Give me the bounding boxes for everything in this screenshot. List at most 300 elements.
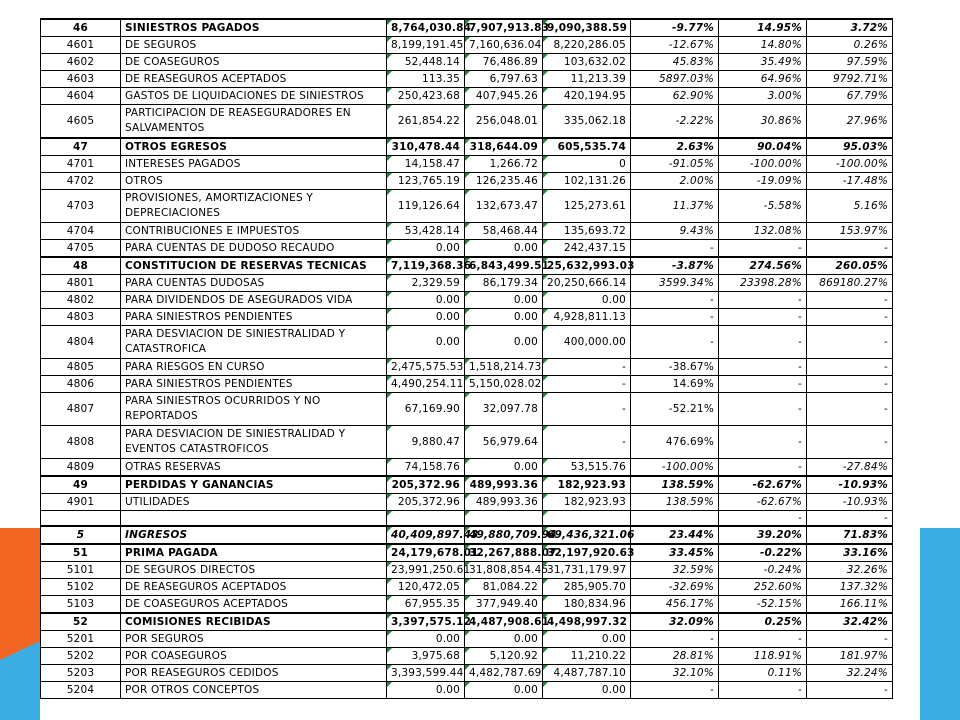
account-code-cell: 5101 [41,561,121,578]
variation-1-cell: 33.45% [631,544,719,562]
variation-1-cell: - [631,308,719,325]
value-2-cell: 86,179.34 [465,274,543,291]
value-3-cell: 32,197,920.63 [543,544,631,562]
account-code-cell: 47 [41,138,121,156]
table-row [41,476,893,494]
variation-2-cell: - [719,291,807,308]
variation-2-cell: 132.08% [719,222,807,239]
account-code-cell: 4702 [41,172,121,189]
value-2-cell: 1,266.72 [465,155,543,172]
table-row [41,647,893,664]
description-cell: PARA DESVIACION DE SINIESTRALIDAD Y EVENTOS CATASTROFICOS [121,425,387,458]
variation-3-cell: - [807,358,893,375]
variation-3-cell: - [807,308,893,325]
variation-1-cell: - [631,681,719,698]
value-2-cell: 489,993.36 [465,476,543,494]
value-1-cell: 4,490,254.11 [387,375,465,392]
value-1-cell: 123,765.19 [387,172,465,189]
table-row [41,37,893,54]
value-1-cell: 261,854.22 [387,105,465,138]
variation-1-cell: -3.87% [631,257,719,275]
variation-2-cell: - [719,681,807,698]
table-row [41,561,893,578]
variation-1-cell: 3599.34% [631,274,719,291]
value-1-cell: 74,158.76 [387,458,465,476]
variation-1-cell: -52.21% [631,392,719,425]
variation-2-cell: 14.80% [719,37,807,54]
variation-2-cell: 35.49% [719,54,807,71]
value-2-cell: 0.00 [465,458,543,476]
value-1-cell [387,510,465,526]
variation-3-cell: 260.05% [807,257,893,275]
variation-1-cell: 14.69% [631,375,719,392]
description-cell: PARA CUENTAS DUDOSAS [121,274,387,291]
variation-1-cell: 2.63% [631,138,719,156]
value-1-cell: 67,955.35 [387,595,465,613]
value-1-cell: 205,372.96 [387,493,465,510]
value-1-cell: 7,119,368.36 [387,257,465,275]
value-2-cell: 4,482,787.69 [465,664,543,681]
description-cell: DE COASEGUROS [121,54,387,71]
account-code-cell: 48 [41,257,121,275]
variation-3-cell: 27.96% [807,105,893,138]
value-2-cell: 76,486.89 [465,54,543,71]
description-cell: DE SEGUROS [121,37,387,54]
description-cell: CONSTITUCION DE RESERVAS TECNICAS [121,257,387,275]
value-2-cell: 0.00 [465,325,543,358]
value-2-cell: 7,160,636.04 [465,37,543,54]
description-cell: PARA RIESGOS EN CURSO [121,358,387,375]
description-cell: DE COASEGUROS ACEPTADOS [121,595,387,613]
table-row [41,19,893,37]
value-2-cell: 49,880,709.94 [465,526,543,544]
value-2-cell: 0.00 [465,630,543,647]
variation-3-cell: 153.97% [807,222,893,239]
variation-2-cell: 64.96% [719,71,807,88]
value-3-cell: 420,194.95 [543,88,631,105]
value-3-cell: 182,923.93 [543,476,631,494]
value-1-cell: 0.00 [387,681,465,698]
variation-1-cell: 11.37% [631,189,719,222]
value-1-cell: 310,478.44 [387,138,465,156]
description-cell: PERDIDAS Y GANANCIAS [121,476,387,494]
value-3-cell: 0 [543,155,631,172]
account-code-cell: 4806 [41,375,121,392]
table-row [41,664,893,681]
account-code-cell: 4703 [41,189,121,222]
variation-2-cell: -0.24% [719,561,807,578]
value-1-cell: 52,448.14 [387,54,465,71]
value-2-cell: 318,644.09 [465,138,543,156]
variation-2-cell: - [719,425,807,458]
value-1-cell: 9,880.47 [387,425,465,458]
value-1-cell: 2,475,575.53 [387,358,465,375]
table-row [41,291,893,308]
description-cell: DE SEGUROS DIRECTOS [121,561,387,578]
variation-2-cell: - [719,458,807,476]
variation-3-cell: - [807,239,893,257]
value-1-cell: 205,372.96 [387,476,465,494]
variation-2-cell: 0.25% [719,613,807,631]
variation-3-cell: -10.93% [807,493,893,510]
value-1-cell: 113.35 [387,71,465,88]
account-code-cell: 4808 [41,425,121,458]
variation-3-cell: - [807,392,893,425]
account-code-cell: 4604 [41,88,121,105]
account-code-cell: 4704 [41,222,121,239]
table-row [41,222,893,239]
account-code-cell: 4901 [41,493,121,510]
variation-1-cell: 456.17% [631,595,719,613]
description-cell: OTRAS RESERVAS [121,458,387,476]
account-code-cell: 5201 [41,630,121,647]
value-3-cell: 8,220,286.05 [543,37,631,54]
variation-2-cell: 3.00% [719,88,807,105]
table-row [41,392,893,425]
account-code-cell: 51 [41,544,121,562]
value-3-cell: - [543,425,631,458]
value-1-cell: 120,472.05 [387,578,465,595]
variation-3-cell: - [807,630,893,647]
value-3-cell: 25,632,993.03 [543,257,631,275]
variation-3-cell: 33.16% [807,544,893,562]
value-1-cell: 3,397,575.12 [387,613,465,631]
value-2-cell: 81,084.22 [465,578,543,595]
variation-2-cell: - [719,630,807,647]
variation-2-cell: - [719,392,807,425]
account-code-cell: 5102 [41,578,121,595]
description-cell [121,510,387,526]
value-2-cell: 0.00 [465,681,543,698]
variation-2-cell: -0.22% [719,544,807,562]
account-code-cell: 4809 [41,458,121,476]
value-2-cell: 56,979.64 [465,425,543,458]
value-3-cell: 0.00 [543,681,631,698]
value-3-cell: 69,436,321.06 [543,526,631,544]
account-code-cell: 5202 [41,647,121,664]
description-cell: DE REASEGUROS ACEPTADOS [121,578,387,595]
account-code-cell: 4602 [41,54,121,71]
variation-2-cell: 252.60% [719,578,807,595]
description-cell: POR COASEGUROS [121,647,387,664]
spreadsheet-panel [40,18,920,720]
account-code-cell: 4603 [41,71,121,88]
value-2-cell: 31,808,854.45 [465,561,543,578]
description-cell: PARA DIVIDENDOS DE ASEGURADOS VIDA [121,291,387,308]
variation-3-cell: -27.84% [807,458,893,476]
table-row [41,239,893,257]
value-3-cell: 4,928,811.13 [543,308,631,325]
value-3-cell: 135,693.72 [543,222,631,239]
table-row [41,425,893,458]
variation-1-cell: 23.44% [631,526,719,544]
table-row [41,544,893,562]
variation-1-cell: 32.59% [631,561,719,578]
value-1-cell: 53,428.14 [387,222,465,239]
variation-2-cell: -100.00% [719,155,807,172]
value-1-cell: 0.00 [387,325,465,358]
variation-3-cell: 32.26% [807,561,893,578]
financial-table [40,18,893,699]
variation-1-cell: 138.59% [631,476,719,494]
table-row [41,375,893,392]
description-cell: POR OTROS CONCEPTOS [121,681,387,698]
variation-1-cell: -38.67% [631,358,719,375]
value-1-cell: 40,409,897.43 [387,526,465,544]
value-1-cell: 0.00 [387,291,465,308]
variation-3-cell: 869180.27% [807,274,893,291]
variation-1-cell: 32.09% [631,613,719,631]
variation-1-cell [631,510,719,526]
account-code-cell: 5204 [41,681,121,698]
variation-1-cell: 62.90% [631,88,719,105]
value-2-cell: 407,945.26 [465,88,543,105]
description-cell: PRIMA PAGADA [121,544,387,562]
value-3-cell: 335,062.18 [543,105,631,138]
value-1-cell: 23,991,250.61 [387,561,465,578]
table-row [41,54,893,71]
variation-3-cell: 0.26% [807,37,893,54]
table-row [41,613,893,631]
description-cell: PARA SINIESTROS PENDIENTES [121,308,387,325]
variation-2-cell: 90.04% [719,138,807,156]
value-1-cell: 2,329.59 [387,274,465,291]
value-2-cell: 7,907,913.83 [465,19,543,37]
variation-2-cell: - [719,308,807,325]
variation-2-cell: -62.67% [719,476,807,494]
value-2-cell: 5,120.92 [465,647,543,664]
variation-3-cell: 95.03% [807,138,893,156]
variation-2-cell: 118.91% [719,647,807,664]
variation-2-cell: -5.58% [719,189,807,222]
variation-2-cell: -62.67% [719,493,807,510]
value-2-cell: 0.00 [465,308,543,325]
account-code-cell: 52 [41,613,121,631]
table-row [41,510,893,526]
value-1-cell: 250,423.68 [387,88,465,105]
value-2-cell: 6,843,499.51 [465,257,543,275]
variation-3-cell: 3.72% [807,19,893,37]
table-row [41,681,893,698]
variation-1-cell: 5897.03% [631,71,719,88]
variation-3-cell: - [807,510,893,526]
account-code-cell: 4605 [41,105,121,138]
value-1-cell: 0.00 [387,239,465,257]
variation-2-cell: -19.09% [719,172,807,189]
table-row [41,88,893,105]
account-code-cell: 4705 [41,239,121,257]
value-2-cell: 32,097.78 [465,392,543,425]
variation-1-cell: - [631,325,719,358]
variation-2-cell: 14.95% [719,19,807,37]
variation-2-cell: 274.56% [719,257,807,275]
account-code-cell: 4802 [41,291,121,308]
account-code-cell: 4807 [41,392,121,425]
table-body [41,19,893,698]
value-2-cell: 1,518,214.73 [465,358,543,375]
value-3-cell: 182,923.93 [543,493,631,510]
description-cell: POR SEGUROS [121,630,387,647]
description-cell: INTERESES PAGADOS [121,155,387,172]
account-code-cell: 5103 [41,595,121,613]
variation-3-cell: 9792.71% [807,71,893,88]
variation-2-cell: -52.15% [719,595,807,613]
value-1-cell: 3,393,599.44 [387,664,465,681]
table-row [41,526,893,544]
account-code-cell: 5 [41,526,121,544]
value-2-cell: 489,993.36 [465,493,543,510]
value-3-cell: 53,515.76 [543,458,631,476]
variation-3-cell: - [807,425,893,458]
variation-1-cell: 9.43% [631,222,719,239]
variation-1-cell: 476.69% [631,425,719,458]
value-3-cell: 605,535.74 [543,138,631,156]
value-2-cell: 4,487,908.61 [465,613,543,631]
value-1-cell: 3,975.68 [387,647,465,664]
variation-1-cell: - [631,291,719,308]
value-3-cell: 180,834.96 [543,595,631,613]
variation-1-cell: -91.05% [631,155,719,172]
account-code-cell: 4701 [41,155,121,172]
value-3-cell: 11,210.22 [543,647,631,664]
value-3-cell: - [543,375,631,392]
description-cell: INGRESOS [121,526,387,544]
value-1-cell: 8,764,030.84 [387,19,465,37]
variation-3-cell: 181.97% [807,647,893,664]
table-row [41,308,893,325]
value-3-cell: 400,000.00 [543,325,631,358]
value-3-cell: 4,498,997.32 [543,613,631,631]
description-cell: CONTRIBUCIONES E IMPUESTOS [121,222,387,239]
value-3-cell: 242,437.15 [543,239,631,257]
value-2-cell [465,510,543,526]
description-cell: DE REASEGUROS ACEPTADOS [121,71,387,88]
description-cell: GASTOS DE LIQUIDACIONES DE SINIESTROS [121,88,387,105]
table-row [41,578,893,595]
description-cell: PARA DESVIACION DE SINIESTRALIDAD Y CATASTROFICA [121,325,387,358]
variation-2-cell: - [719,510,807,526]
table-row [41,172,893,189]
table-row [41,155,893,172]
value-3-cell: 11,213.39 [543,71,631,88]
value-3-cell: 285,905.70 [543,578,631,595]
value-3-cell: 103,632.02 [543,54,631,71]
account-code-cell: 4803 [41,308,121,325]
table-row [41,257,893,275]
table-row [41,138,893,156]
account-code-cell: 49 [41,476,121,494]
value-1-cell: 8,199,191.45 [387,37,465,54]
account-code-cell: 4804 [41,325,121,358]
variation-1-cell: -12.67% [631,37,719,54]
variation-3-cell: - [807,291,893,308]
variation-3-cell: 32.42% [807,613,893,631]
description-cell: OTROS [121,172,387,189]
variation-3-cell: -10.93% [807,476,893,494]
value-3-cell: - [543,392,631,425]
variation-3-cell: 5.16% [807,189,893,222]
variation-3-cell: - [807,325,893,358]
table-row [41,325,893,358]
variation-1-cell: -2.22% [631,105,719,138]
variation-1-cell: 28.81% [631,647,719,664]
variation-3-cell: 166.11% [807,595,893,613]
description-cell: PARTICIPACION DE REASEGURADORES EN SALVAMENTOS [121,105,387,138]
value-2-cell: 132,673.47 [465,189,543,222]
variation-1-cell: 138.59% [631,493,719,510]
table-row [41,105,893,138]
value-1-cell: 14,158.47 [387,155,465,172]
description-cell: POR REASEGUROS CEDIDOS [121,664,387,681]
description-cell: PARA CUENTAS DE DUDOSO RECAUDO [121,239,387,257]
variation-1-cell: 2.00% [631,172,719,189]
value-1-cell: 67,169.90 [387,392,465,425]
value-2-cell: 5,150,028.02 [465,375,543,392]
description-cell: PROVISIONES, AMORTIZACIONES Y DEPRECIACIONES [121,189,387,222]
account-code-cell: 46 [41,19,121,37]
variation-3-cell: 67.79% [807,88,893,105]
value-3-cell: 20,250,666.14 [543,274,631,291]
variation-3-cell: - [807,375,893,392]
variation-1-cell: -32.69% [631,578,719,595]
account-code-cell [41,510,121,526]
value-2-cell: 256,048.01 [465,105,543,138]
value-3-cell: 125,273.61 [543,189,631,222]
description-cell: PARA SINIESTROS PENDIENTES [121,375,387,392]
variation-3-cell: 97.59% [807,54,893,71]
variation-2-cell: 39.20% [719,526,807,544]
variation-1-cell: -9.77% [631,19,719,37]
value-3-cell: - [543,358,631,375]
table-row [41,274,893,291]
table-row [41,458,893,476]
description-cell: PARA SINIESTROS OCURRIDOS Y NO REPORTADOS [121,392,387,425]
value-3-cell: 0.00 [543,630,631,647]
value-1-cell: 0.00 [387,308,465,325]
variation-1-cell: 32.10% [631,664,719,681]
description-cell: SINIESTROS PAGADOS [121,19,387,37]
value-2-cell: 377,949.40 [465,595,543,613]
description-cell: UTILIDADES [121,493,387,510]
variation-1-cell: 45.83% [631,54,719,71]
account-code-cell: 4801 [41,274,121,291]
account-code-cell: 4601 [41,37,121,54]
variation-1-cell: - [631,630,719,647]
description-cell: COMISIONES RECIBIDAS [121,613,387,631]
variation-2-cell: - [719,325,807,358]
value-1-cell: 24,179,678.01 [387,544,465,562]
table-row [41,595,893,613]
description-cell: OTROS EGRESOS [121,138,387,156]
value-2-cell: 126,235.46 [465,172,543,189]
account-code-cell: 4805 [41,358,121,375]
variation-2-cell: - [719,358,807,375]
value-3-cell: 102,131.26 [543,172,631,189]
variation-3-cell: 71.83% [807,526,893,544]
variation-3-cell: -100.00% [807,155,893,172]
value-1-cell: 119,126.64 [387,189,465,222]
table-row [41,189,893,222]
value-2-cell: 0.00 [465,239,543,257]
variation-1-cell: -100.00% [631,458,719,476]
variation-3-cell: -17.48% [807,172,893,189]
variation-2-cell: 30.86% [719,105,807,138]
variation-3-cell: 137.32% [807,578,893,595]
table-row [41,493,893,510]
value-2-cell: 58,468.44 [465,222,543,239]
value-3-cell [543,510,631,526]
variation-2-cell: - [719,375,807,392]
